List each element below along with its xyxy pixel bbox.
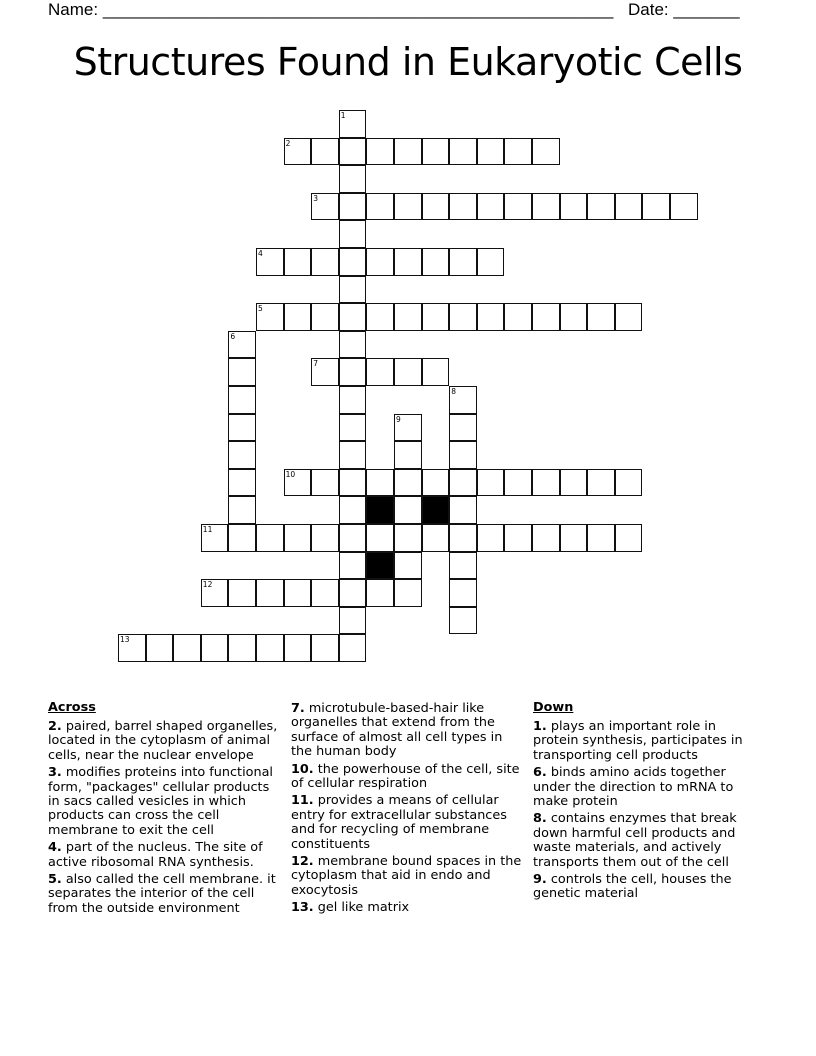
- grid-cell[interactable]: [560, 524, 588, 552]
- grid-cell[interactable]: [339, 358, 367, 386]
- clue-across-12: 12. membrane bound spaces in the cytoplasm that aid in endo and exocytosis: [291, 854, 522, 898]
- grid-cell[interactable]: [339, 607, 367, 635]
- grid-cell[interactable]: [422, 524, 450, 552]
- grid-cell[interactable]: [339, 414, 367, 442]
- grid-cell[interactable]: [228, 386, 256, 414]
- grid-cell[interactable]: [311, 469, 339, 497]
- grid-cell[interactable]: [422, 193, 450, 221]
- grid-cell[interactable]: [339, 579, 367, 607]
- down-clues: [533, 700, 761, 905]
- clue-number: 12: [202, 580, 213, 590]
- clue-across-10: 10. the powerhouse of the cell, site of cellular respiration: [291, 761, 520, 792]
- clue-across-2: 2. paired, barrel shaped organelles, located in the cytoplasm of animal cells, near the nuclear envelope: [48, 719, 278, 763]
- name-line: ______________________________________________________: [102, 0, 614, 19]
- across-heading: Across: [48, 700, 96, 715]
- date-label: Date:: [628, 0, 669, 19]
- grid-cell[interactable]: [284, 469, 312, 497]
- clue-across-7: 7. microtubule-based-hair like organelles that extend from the surface of almost all cell types in the human body: [291, 701, 503, 760]
- grid-cell[interactable]: [339, 496, 367, 524]
- grid-cell[interactable]: [532, 524, 560, 552]
- down-heading: Down: [533, 700, 574, 715]
- grid-cell[interactable]: [311, 634, 339, 662]
- grid-cell[interactable]: [366, 303, 394, 331]
- grid-cell[interactable]: [504, 524, 532, 552]
- grid-cell[interactable]: [394, 579, 422, 607]
- grid-cell[interactable]: [173, 634, 201, 662]
- clue-across-11: 11. provides a means of cellular entry for extracellular substances and for recycling of membrane constituents: [291, 793, 507, 852]
- grid-cell[interactable]: [394, 414, 422, 442]
- grid-cell[interactable]: [256, 524, 284, 552]
- grid-cell[interactable]: [504, 193, 532, 221]
- grid-cell[interactable]: [587, 469, 615, 497]
- clue-number: 13: [120, 635, 130, 645]
- grid-cell[interactable]: [394, 524, 422, 552]
- grid-cell[interactable]: [504, 138, 532, 166]
- clue-number: 2: [285, 138, 291, 148]
- grid-cell[interactable]: [339, 441, 367, 469]
- clue-number: 5: [258, 304, 263, 314]
- grid-cell[interactable]: [449, 469, 477, 497]
- grid-cell[interactable]: [339, 524, 367, 552]
- black-cell: [422, 496, 450, 524]
- grid-cell[interactable]: [477, 469, 505, 497]
- grid-cell[interactable]: [284, 524, 312, 552]
- grid-cell[interactable]: [560, 193, 588, 221]
- grid-cell[interactable]: [449, 441, 477, 469]
- across-clues: [48, 700, 284, 919]
- grid-cell[interactable]: [394, 248, 422, 276]
- grid-cell[interactable]: [284, 138, 312, 166]
- grid-cell[interactable]: [284, 248, 312, 276]
- grid-cell[interactable]: [256, 634, 284, 662]
- grid-cell[interactable]: [477, 138, 505, 166]
- grid-cell[interactable]: [311, 193, 339, 221]
- clue-number: 8: [451, 387, 456, 396]
- grid-cell[interactable]: [504, 469, 532, 497]
- grid-cell[interactable]: [339, 386, 367, 414]
- grid-cell[interactable]: [366, 469, 394, 497]
- grid-cell[interactable]: [366, 138, 394, 166]
- clue-number: 9: [396, 414, 401, 424]
- grid-cell[interactable]: [560, 469, 588, 497]
- clue-across-4: 4. part of the nucleus. The site of active ribosomal RNA synthesis.: [48, 840, 263, 870]
- grid-cell[interactable]: [504, 303, 532, 331]
- clue-down-1: 1. plays an important role in protein synthesis, participates in transporting cell products: [533, 719, 743, 763]
- clue-across-5: 5. also called the cell membrane. it separates the interior of the cell from the outside environment: [48, 872, 276, 916]
- grid-cell[interactable]: [394, 552, 422, 580]
- grid-cell[interactable]: [449, 386, 477, 414]
- grid-cell[interactable]: [339, 138, 367, 166]
- grid-cell[interactable]: [284, 579, 312, 607]
- grid-cell[interactable]: [422, 303, 450, 331]
- grid-cell[interactable]: [339, 634, 367, 662]
- grid-cell[interactable]: [366, 193, 394, 221]
- black-cell: [366, 552, 394, 580]
- grid-cell[interactable]: [615, 469, 643, 497]
- grid-cell[interactable]: [615, 193, 643, 221]
- grid-cell[interactable]: [311, 524, 339, 552]
- grid-cell[interactable]: [256, 303, 284, 331]
- grid-cell[interactable]: [670, 193, 698, 221]
- grid-cell[interactable]: [311, 579, 339, 607]
- grid-cell[interactable]: [228, 579, 256, 607]
- grid-cell[interactable]: [449, 414, 477, 442]
- grid-cell[interactable]: [284, 634, 312, 662]
- grid-cell[interactable]: [339, 220, 367, 248]
- grid-cell[interactable]: [228, 414, 256, 442]
- clue-across-13: 13. gel like matrix: [291, 900, 410, 916]
- grid-cell[interactable]: [394, 193, 422, 221]
- grid-cell[interactable]: [366, 524, 394, 552]
- grid-cell[interactable]: [366, 579, 394, 607]
- grid-cell[interactable]: [339, 331, 367, 359]
- grid-cell[interactable]: [228, 496, 256, 524]
- black-cell: [366, 496, 394, 524]
- grid-cell[interactable]: [228, 524, 256, 552]
- grid-cell[interactable]: [394, 469, 422, 497]
- grid-cell[interactable]: [532, 138, 560, 166]
- grid-cell[interactable]: [422, 358, 450, 386]
- across-clues-continued: [291, 702, 527, 919]
- date-line: _______: [673, 0, 740, 19]
- grid-cell[interactable]: [449, 248, 477, 276]
- clue-number: 10: [285, 469, 296, 479]
- grid-cell[interactable]: [449, 607, 477, 635]
- grid-cell[interactable]: [449, 579, 477, 607]
- grid-cell[interactable]: [394, 303, 422, 331]
- grid-cell[interactable]: [587, 193, 615, 221]
- grid-cell[interactable]: [477, 193, 505, 221]
- clue-number: 4: [258, 249, 263, 258]
- grid-cell[interactable]: [449, 193, 477, 221]
- name-label: Name:: [48, 0, 99, 19]
- page-title: Structures Found in Eukaryotic Cells: [73, 40, 743, 84]
- grid-cell[interactable]: [422, 469, 450, 497]
- clue-number: 7: [313, 359, 318, 369]
- grid-cell[interactable]: [449, 524, 477, 552]
- grid-cell[interactable]: [339, 552, 367, 580]
- grid-cell[interactable]: [615, 303, 643, 331]
- grid-cell[interactable]: [422, 248, 450, 276]
- grid-cell[interactable]: [366, 358, 394, 386]
- grid-cell[interactable]: [339, 248, 367, 276]
- grid-cell[interactable]: [394, 441, 422, 469]
- clue-down-8: 8. contains enzymes that break down harmful cell products and waste materials, and actively transports them out of the cell: [533, 811, 737, 870]
- grid-cell[interactable]: [256, 579, 284, 607]
- grid-cell[interactable]: [339, 469, 367, 497]
- grid-cell[interactable]: [339, 165, 367, 193]
- grid-cell[interactable]: [477, 524, 505, 552]
- grid-cell[interactable]: [366, 248, 394, 276]
- grid-cell[interactable]: [201, 579, 229, 607]
- grid-cell[interactable]: [587, 303, 615, 331]
- grid-cell[interactable]: [339, 303, 367, 331]
- grid-cell[interactable]: [449, 303, 477, 331]
- grid-cell[interactable]: [477, 303, 505, 331]
- clue-down-6: 6. binds amino acids together under the direction to mRNA to make protein: [533, 765, 734, 810]
- grid-cell[interactable]: [532, 469, 560, 497]
- grid-cell[interactable]: [449, 138, 477, 166]
- grid-cell[interactable]: [311, 303, 339, 331]
- grid-cell[interactable]: [228, 331, 256, 359]
- grid-cell[interactable]: [394, 358, 422, 386]
- clue-number: 1: [340, 111, 346, 120]
- grid-cell[interactable]: [228, 469, 256, 497]
- clue-number: 11: [202, 525, 213, 534]
- grid-cell[interactable]: [339, 110, 367, 138]
- grid-cell[interactable]: [311, 138, 339, 166]
- grid-cell[interactable]: [394, 496, 422, 524]
- grid-cell[interactable]: [449, 552, 477, 580]
- grid-cell[interactable]: [228, 441, 256, 469]
- grid-cell[interactable]: [146, 634, 174, 662]
- grid-cell[interactable]: [201, 524, 229, 552]
- grid-cell[interactable]: [311, 358, 339, 386]
- clue-down-9: 9. controls the cell, houses the genetic material: [533, 872, 732, 902]
- grid-cell[interactable]: [587, 524, 615, 552]
- grid-cell[interactable]: [118, 634, 146, 662]
- grid-cell[interactable]: [615, 524, 643, 552]
- grid-cell[interactable]: [228, 358, 256, 386]
- grid-cell[interactable]: [560, 303, 588, 331]
- grid-cell[interactable]: [642, 193, 670, 221]
- grid-cell[interactable]: [532, 303, 560, 331]
- clue-number: 3: [313, 193, 318, 203]
- grid-cell[interactable]: [311, 248, 339, 276]
- grid-cell[interactable]: [201, 634, 229, 662]
- grid-cell[interactable]: [339, 193, 367, 221]
- clue-across-3: 3. modifies proteins into functional form, "packages" cellular products in sacs called vesicles in which products can cross the cell membrane to exit the cell: [48, 765, 273, 838]
- grid-cell[interactable]: [422, 138, 450, 166]
- grid-cell[interactable]: [228, 634, 256, 662]
- clue-number: 6: [230, 331, 236, 341]
- grid-cell[interactable]: [449, 496, 477, 524]
- grid-cell[interactable]: [532, 193, 560, 221]
- grid-cell[interactable]: [477, 248, 505, 276]
- grid-cell[interactable]: [284, 303, 312, 331]
- grid-cell[interactable]: [394, 138, 422, 166]
- grid-cell[interactable]: [256, 248, 284, 276]
- grid-cell[interactable]: [339, 276, 367, 304]
